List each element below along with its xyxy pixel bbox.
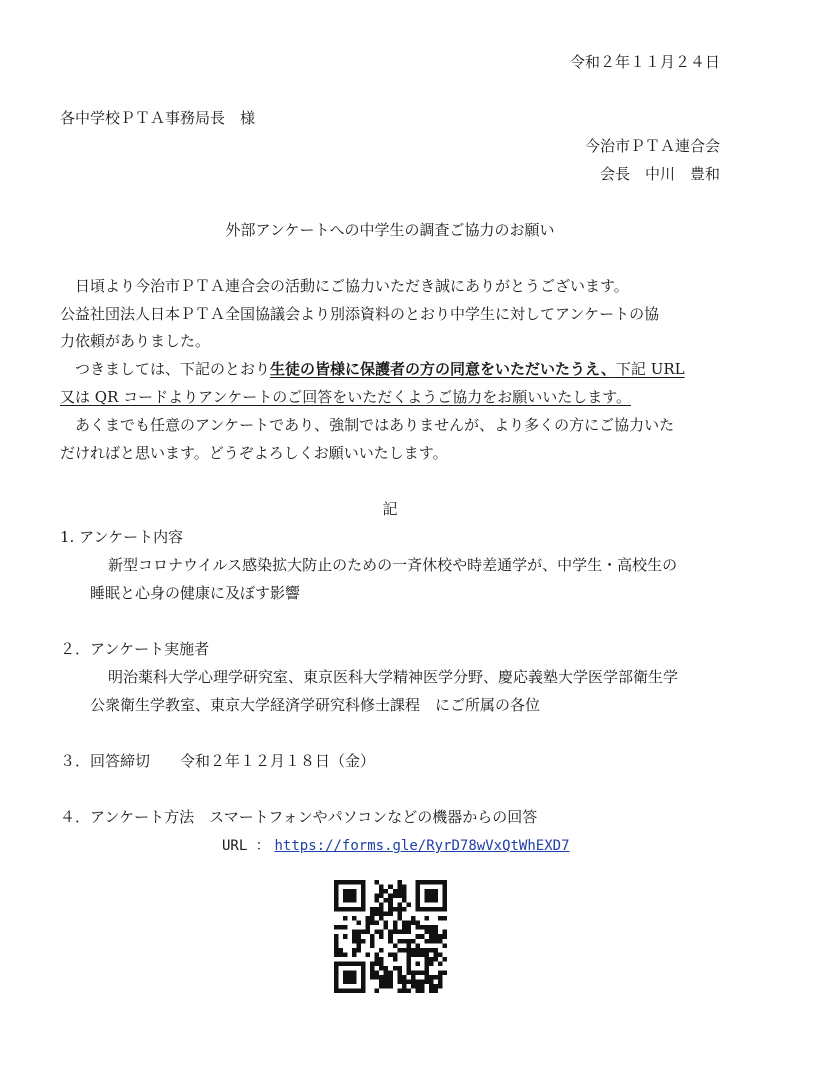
survey-url-link[interactable]: https://forms.gle/RyrD78wVxQtWhEXD7 <box>274 838 570 854</box>
body-paragraph-3-line-1 <box>75 359 685 379</box>
body-paragraph-4-line-2: だければと思います。どうぞよろしくお願いいたします。 <box>60 444 448 462</box>
body-paragraph-2-line-2: 力依頼がありました。 <box>60 332 211 350</box>
letter-date: 令和２年１１月２４日 <box>569 53 720 71</box>
sender-name: 会長 中川 豊和 <box>599 165 720 183</box>
sender-organization: 今治市ＰＴＡ連合会 <box>584 137 720 155</box>
paragraph-3-url-ref: 下記 URL <box>615 360 685 378</box>
body-paragraph-4-line-1: あくまでも任意のアンケートであり、強制ではありませんが、より多くの方にご協力いた <box>75 416 675 434</box>
body-paragraph-3-line-2: 又は QR コードよりアンケートのご回答をいただくようご協力をお願いいたします。 <box>60 388 632 406</box>
item-2-line-2: 公衆衛生学教室、東京大学経済学研究科修士課程 にご所属の各位 <box>90 696 541 714</box>
ki-heading: 記 <box>382 500 398 518</box>
item-3-deadline: ３．回答締切 令和２年１２月１８日（金） <box>60 752 376 770</box>
paragraph-3-emphasis: 生徒の皆様に保護者の方の同意をいただいたうえ、 <box>270 360 616 378</box>
body-paragraph-1: 日頃より今治市ＰＴＡ連合会の活動にご協力いただき誠にありがとうございます。 <box>75 277 629 295</box>
qr-code-image <box>334 880 447 993</box>
item-1-line-1: 新型コロナウイルス感染拡大防止のための一斉休校や時差通学が、中学生・高校生の <box>108 556 678 574</box>
item-1-line-2: 睡眠と心身の健康に及ぼす影響 <box>90 584 301 602</box>
url-line <box>222 835 570 856</box>
paragraph-3-intro: つきましては、下記のとおり <box>75 360 271 378</box>
url-label: URL ： <box>222 838 270 854</box>
item-4-method: ４．アンケート方法 スマートフォンやパソコンなどの機器からの回答 <box>60 808 538 826</box>
body-paragraph-2-line-1: 公益社団法人日本ＰＴＡ全国協議会より別添資料のとおり中学生に対してアンケートの協 <box>60 305 660 323</box>
item-2-title: ２．アンケート実施者 <box>60 640 210 658</box>
letter-subject: 外部アンケートへの中学生の調査ご協力のお願い <box>225 221 555 239</box>
item-2-line-1: 明治薬科大学心理学研究室、東京医科大学精神医学分野、慶応義塾大学医学部衛生学 <box>108 668 679 686</box>
item-1-title: 1. アンケート内容 <box>60 528 184 546</box>
addressee: 各中学校ＰＴＡ事務局長 様 <box>60 109 256 127</box>
